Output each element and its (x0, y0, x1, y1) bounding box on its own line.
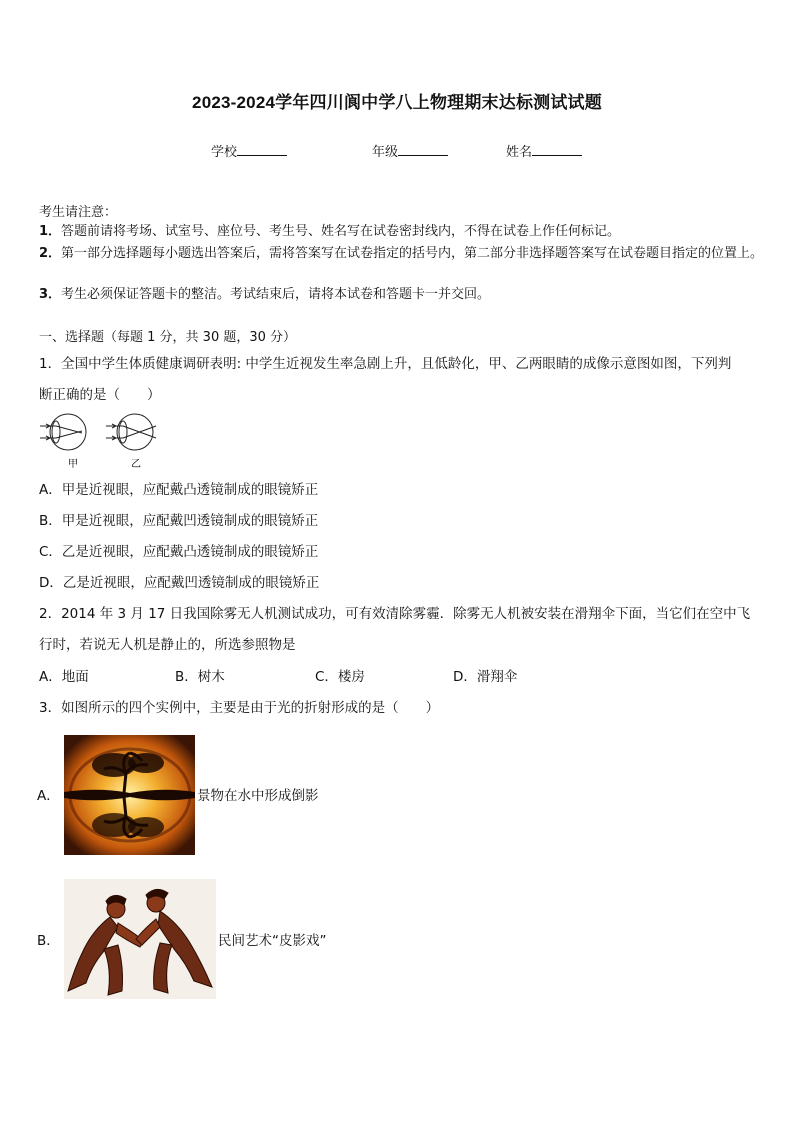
q2-option-b: B．树木 (175, 669, 225, 685)
q3-option-b-letter: B． (37, 933, 60, 949)
eye-a-figure (40, 414, 86, 450)
exam-title: 2023-2024学年四川阆中学八上物理期末达标测试试题 (192, 93, 602, 112)
eye-diagram (38, 410, 163, 470)
notice-item-3-num: 3． (39, 287, 62, 302)
grade-blank (398, 143, 448, 156)
name-blank (532, 143, 582, 156)
q3-option-b-text: 民间艺术“皮影戏” (218, 933, 327, 949)
eye-a-label: 甲 (68, 459, 78, 470)
notice-item-1-num: 1． (39, 224, 62, 239)
q1-line-2: 断正确的是（ ） (39, 387, 161, 403)
q1-line-1: 1．全国中学生体质健康调研表明: 中学生近视发生率急剧上升，且低龄化，甲、乙两眼睛的成像示意图如图，下列判 (39, 356, 732, 372)
school-label: 学校 (211, 145, 238, 160)
notice-item-3 (39, 284, 490, 305)
q1-option-c: C．乙是近视眼，应配戴凸透镜制成的眼镜矫正 (39, 544, 319, 560)
shadow-play-photo (64, 879, 216, 999)
notice-heading: 考生请注意： (39, 205, 118, 220)
grade-field (372, 141, 448, 160)
q3-option-a-letter: A． (37, 788, 60, 804)
eye-b-figure (106, 414, 156, 450)
q1-option-b: B．甲是近视眼，应配戴凹透镜制成的眼镜矫正 (39, 513, 319, 529)
notice-item-1-text: 答题前请将考场、试室号、座位号、考生号、姓名写在试卷密封线内，不得在试卷上作任何标记。 (61, 224, 621, 239)
school-blank (237, 143, 287, 156)
q3-stem: 3．如图所示的四个实例中，主要是由于光的折射形成的是（ ） (39, 700, 440, 716)
section-heading: 一、选择题（每题 1 分，共 30 题，30 分） (39, 330, 297, 345)
q1-option-d: D．乙是近视眼，应配戴凹透镜制成的眼镜矫正 (39, 575, 320, 591)
grade-label: 年级 (372, 145, 399, 160)
reflection-photo (64, 735, 195, 855)
q2-option-c: C．楼房 (315, 669, 365, 685)
notice-item-2 (39, 243, 764, 264)
q2-line-1: 2．2014 年 3 月 17 日我国除雾无人机测试成功，可有效清除雾霾．除雾无人机被安装在滑翔伞下面，当它们在空中飞 (39, 606, 751, 622)
name-label: 姓名 (506, 145, 533, 160)
q2-line-2: 行时，若说无人机是静止的，所选参照物是 (39, 637, 296, 653)
notice-item-3-text: 考生必须保证答题卡的整洁。考试结束后，请将本试卷和答题卡一并交回。 (61, 287, 491, 302)
notice-item-2-num: 2． (39, 246, 62, 261)
notice-item-1 (39, 221, 620, 242)
q2-option-d: D．滑翔伞 (453, 669, 518, 685)
eye-b-label: 乙 (131, 459, 141, 470)
notice-item-2-text: 第一部分选择题每小题选出答案后，需将答案写在试卷指定的括号内，第二部分非选择题答案写在试卷题目指定的位置上。 (61, 246, 764, 261)
q1-option-a: A．甲是近视眼，应配戴凸透镜制成的眼镜矫正 (39, 482, 319, 498)
q3-option-a-text: 景物在水中形成倒影 (197, 788, 319, 804)
school-field (211, 141, 287, 160)
q2-option-a: A．地面 (39, 669, 89, 685)
name-field (506, 141, 582, 160)
